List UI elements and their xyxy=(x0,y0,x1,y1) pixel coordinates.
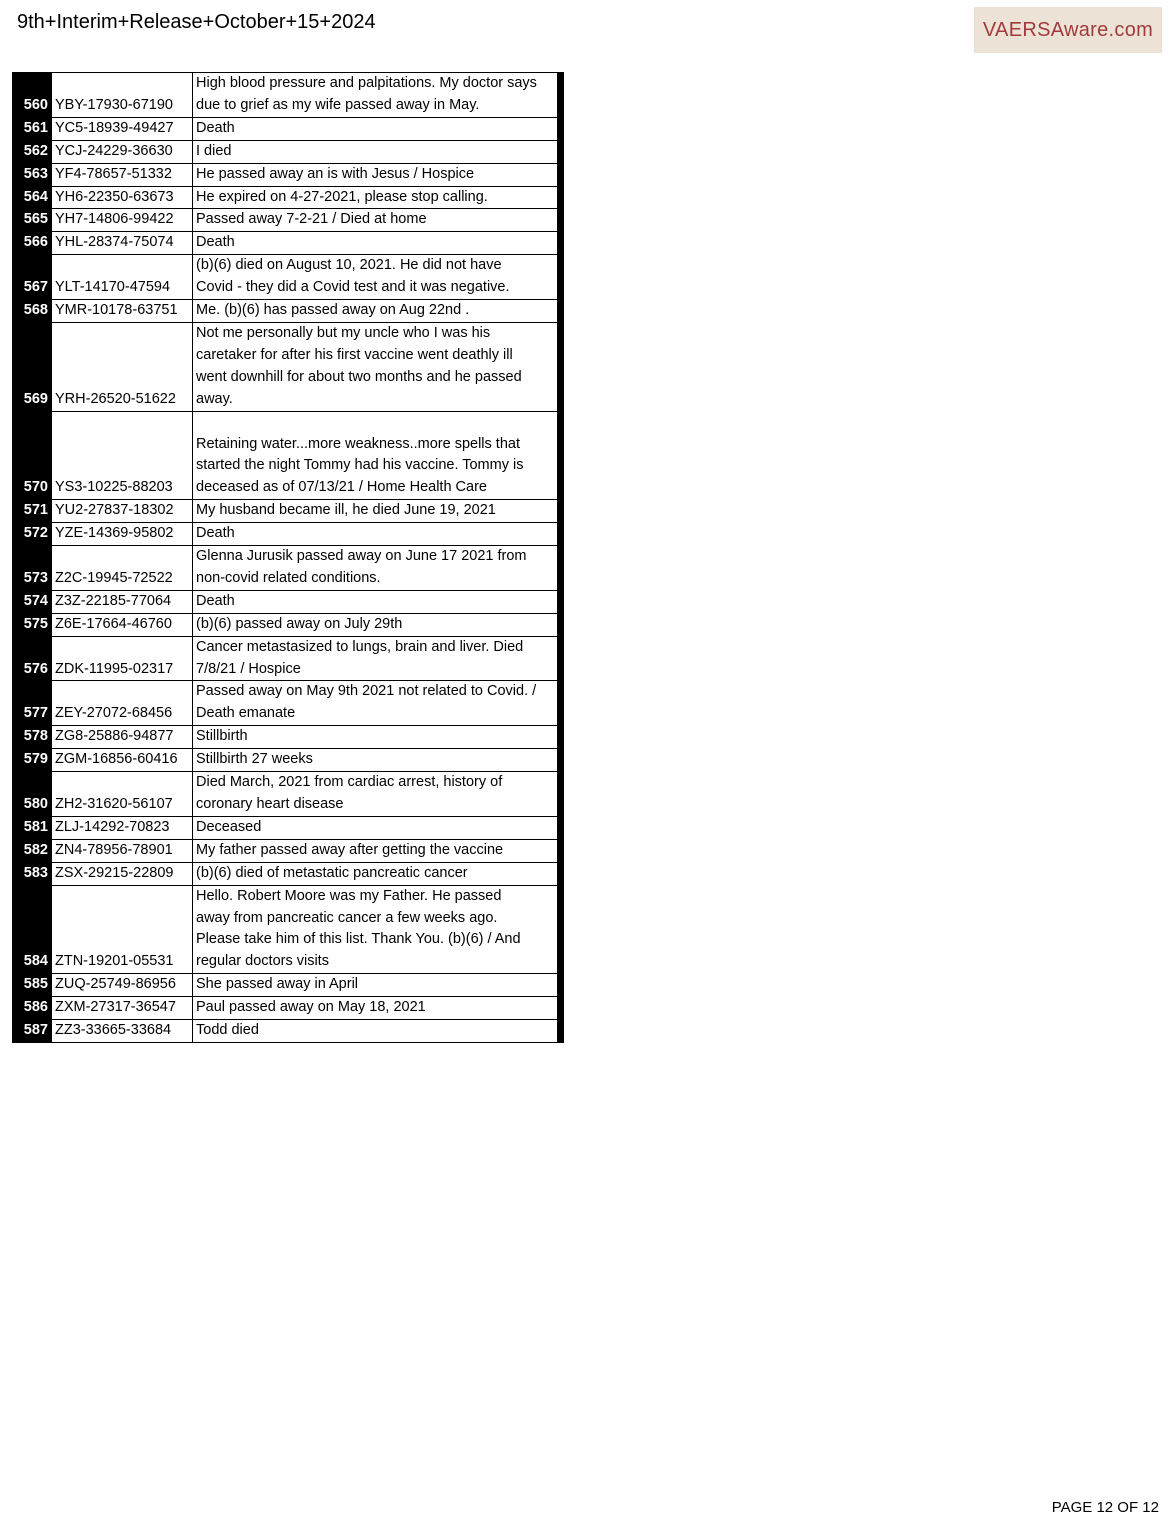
description-line: Death xyxy=(196,525,235,542)
vaers-id-cell: ZZ3-33665-33684 xyxy=(52,1020,193,1043)
description-cell xyxy=(193,500,561,523)
row-number: 570 xyxy=(13,411,52,500)
table-row xyxy=(13,163,561,186)
row-number: 565 xyxy=(13,209,52,232)
row-number: 568 xyxy=(13,300,52,323)
description-cell xyxy=(193,140,561,163)
description-line: Paul passed away on May 18, 2021 xyxy=(196,999,426,1016)
description-cell xyxy=(193,613,561,636)
description-line: away. xyxy=(196,390,233,407)
description-cell xyxy=(193,186,561,209)
description-line: Please take him of this list. Thank You. (b)(6) / And xyxy=(196,931,521,948)
description-line: My father passed away after getting the vaccine xyxy=(196,841,504,858)
description-line: Cancer metastasized to lungs, brain and liver. Died xyxy=(196,638,524,655)
description-line: (b)(6) died on August 10, 2021. He did not have xyxy=(196,257,502,274)
row-number: 566 xyxy=(13,232,52,255)
description-line: Died March, 2021 from cardiac arrest, history of xyxy=(196,774,503,791)
description-line: Death xyxy=(196,119,235,136)
table-row xyxy=(13,974,561,997)
description-line: High blood pressure and palpitations. My doctor says xyxy=(196,75,537,91)
vaers-id-cell: ZGM-16856-60416 xyxy=(52,749,193,772)
description-line: (b)(6) died of metastatic pancreatic cancer xyxy=(196,864,468,881)
description-line: went downhill for about two months and he passed xyxy=(196,368,522,385)
table-row xyxy=(13,1020,561,1043)
table-row xyxy=(13,613,561,636)
table-row xyxy=(13,681,561,726)
description-line: non-covid related conditions. xyxy=(196,569,381,586)
table-row xyxy=(13,140,561,163)
description-line: Glenna Jurusik passed away on June 17 2021 from xyxy=(196,548,527,565)
description-line: Me. (b)(6) has passed away on Aug 22nd . xyxy=(196,302,470,319)
description-line: I died xyxy=(196,142,232,159)
table-row xyxy=(13,73,561,118)
table-row xyxy=(13,322,561,411)
table-row xyxy=(13,300,561,323)
description-line: deceased as of 07/13/21 / Home Health Care xyxy=(196,479,487,496)
description-cell xyxy=(193,636,561,681)
vaers-id-cell: ZLJ-14292-70823 xyxy=(52,816,193,839)
row-number: 586 xyxy=(13,997,52,1020)
row-number: 573 xyxy=(13,546,52,591)
document-title: 9th+Interim+Release+October+15+2024 xyxy=(17,11,376,33)
description-line: Death xyxy=(196,592,235,609)
description-cell xyxy=(193,816,561,839)
row-number: 567 xyxy=(13,255,52,300)
description-cell xyxy=(193,300,561,323)
vaers-id-cell: YC5-18939-49427 xyxy=(52,117,193,140)
table-row xyxy=(13,232,561,255)
description-cell xyxy=(193,749,561,772)
row-number: 575 xyxy=(13,613,52,636)
description-line: Passed away 7-2-21 / Died at home xyxy=(196,211,427,228)
row-number: 562 xyxy=(13,140,52,163)
row-number: 572 xyxy=(13,523,52,546)
description-line: caretaker for after his first vaccine went deathly ill xyxy=(196,346,513,363)
vaers-id-cell: ZDK-11995-02317 xyxy=(52,636,193,681)
vaers-id-cell: YBY-17930-67190 xyxy=(52,73,193,118)
table-row xyxy=(13,546,561,591)
vaers-id-cell: YH6-22350-63673 xyxy=(52,186,193,209)
description-cell xyxy=(193,772,561,817)
description-line: Stillbirth xyxy=(196,728,248,745)
vaers-id-cell: YMR-10178-63751 xyxy=(52,300,193,323)
row-number: 579 xyxy=(13,749,52,772)
description-line: Deceased xyxy=(196,818,262,835)
table-row xyxy=(13,523,561,546)
vaers-id-cell: YH7-14806-99422 xyxy=(52,209,193,232)
row-number: 580 xyxy=(13,772,52,817)
description-cell xyxy=(193,117,561,140)
table-row xyxy=(13,726,561,749)
vaers-id-cell: Z3Z-22185-77064 xyxy=(52,590,193,613)
table-row xyxy=(13,749,561,772)
table-row xyxy=(13,209,561,232)
description-cell xyxy=(193,726,561,749)
description-line: Stillbirth 27 weeks xyxy=(196,751,313,768)
description-cell xyxy=(193,209,561,232)
description-line: Death emanate xyxy=(196,705,296,722)
description-line: Todd died xyxy=(196,1022,259,1039)
vaers-id-cell: ZH2-31620-56107 xyxy=(52,772,193,817)
table-row xyxy=(13,186,561,209)
row-number: 577 xyxy=(13,681,52,726)
table-row xyxy=(13,839,561,862)
description-cell xyxy=(193,1020,561,1043)
description-line: away from pancreatic cancer a few weeks ago. xyxy=(196,909,498,926)
table-row xyxy=(13,997,561,1020)
report-table xyxy=(12,72,564,1043)
row-number: 576 xyxy=(13,636,52,681)
description-line: Hello. Robert Moore was my Father. He passed xyxy=(196,887,502,904)
description-line: He passed away an is with Jesus / Hospice xyxy=(196,165,475,182)
description-cell xyxy=(193,411,561,500)
vaers-id-cell: Z2C-19945-72522 xyxy=(52,546,193,591)
page-number: PAGE 12 OF 12 xyxy=(1051,1499,1159,1516)
table-row xyxy=(13,117,561,140)
description-cell xyxy=(193,681,561,726)
description-line: regular doctors visits xyxy=(196,953,329,970)
description-line: Death xyxy=(196,234,235,251)
vaers-id-cell: ZG8-25886-94877 xyxy=(52,726,193,749)
description-line: Covid - they did a Covid test and it was negative. xyxy=(196,279,510,296)
row-number: 583 xyxy=(13,862,52,885)
vaers-id-cell: ZSX-29215-22809 xyxy=(52,862,193,885)
row-number: 561 xyxy=(13,117,52,140)
vaers-id-cell: YRH-26520-51622 xyxy=(52,322,193,411)
table-row xyxy=(13,500,561,523)
row-number: 564 xyxy=(13,186,52,209)
description-line: My husband became ill, he died June 19, 2021 xyxy=(196,502,496,519)
description-cell xyxy=(193,997,561,1020)
description-line: Not me personally but my uncle who I was his xyxy=(196,324,491,341)
row-number: 574 xyxy=(13,590,52,613)
vaers-id-cell: ZXM-27317-36547 xyxy=(52,997,193,1020)
table-row xyxy=(13,636,561,681)
vaers-id-cell: ZUQ-25749-86956 xyxy=(52,974,193,997)
description-line: Passed away on May 9th 2021 not related to Covid. / xyxy=(196,683,537,700)
vaers-id-cell: ZTN-19201-05531 xyxy=(52,885,193,974)
description-cell xyxy=(193,232,561,255)
vaers-id-cell: Z6E-17664-46760 xyxy=(52,613,193,636)
row-number: 563 xyxy=(13,163,52,186)
description-cell xyxy=(193,885,561,974)
site-logo[interactable]: VAERSAware.com xyxy=(974,7,1162,53)
table-row xyxy=(13,255,561,300)
vaers-id-cell: YLT-14170-47594 xyxy=(52,255,193,300)
vaers-id-cell: YU2-27837-18302 xyxy=(52,500,193,523)
table-row xyxy=(13,885,561,974)
description-cell xyxy=(193,546,561,591)
row-number: 560 xyxy=(13,73,52,118)
description-cell xyxy=(193,523,561,546)
description-cell xyxy=(193,862,561,885)
description-cell xyxy=(193,839,561,862)
description-cell xyxy=(193,163,561,186)
row-number: 578 xyxy=(13,726,52,749)
description-line: 7/8/21 / Hospice xyxy=(196,660,301,677)
vaers-id-cell: ZEY-27072-68456 xyxy=(52,681,193,726)
vaers-id-cell: YF4-78657-51332 xyxy=(52,163,193,186)
description-line: coronary heart disease xyxy=(196,796,344,812)
table-row xyxy=(13,816,561,839)
row-number: 587 xyxy=(13,1020,52,1043)
table-row xyxy=(13,772,561,817)
vaers-id-cell: YS3-10225-88203 xyxy=(52,411,193,500)
description-line: started the night Tommy had his vaccine. Tommy is xyxy=(196,457,524,474)
row-number: 569 xyxy=(13,322,52,411)
description-line: She passed away in April xyxy=(196,976,359,993)
table-row xyxy=(13,411,561,500)
vaers-id-cell: YCJ-24229-36630 xyxy=(52,140,193,163)
vaers-id-cell: YZE-14369-95802 xyxy=(52,523,193,546)
row-number: 582 xyxy=(13,839,52,862)
vaers-id-cell: ZN4-78956-78901 xyxy=(52,839,193,862)
row-number: 584 xyxy=(13,885,52,974)
description-line: Retaining water...more weakness..more spells that xyxy=(196,435,520,452)
report-table-body xyxy=(13,73,561,1043)
description-line: due to grief as my wife passed away in May. xyxy=(196,96,480,113)
row-number: 585 xyxy=(13,974,52,997)
description-line: (b)(6) passed away on July 29th xyxy=(196,615,403,632)
row-number: 571 xyxy=(13,500,52,523)
table-row xyxy=(13,862,561,885)
description-cell xyxy=(193,322,561,411)
table-row xyxy=(13,590,561,613)
vaers-id-cell: YHL-28374-75074 xyxy=(52,232,193,255)
description-cell xyxy=(193,255,561,300)
description-line xyxy=(196,412,554,434)
row-number: 581 xyxy=(13,816,52,839)
description-cell xyxy=(193,73,561,118)
description-cell xyxy=(193,590,561,613)
description-line: He expired on 4-27-2021, please stop calling. xyxy=(196,188,488,205)
description-cell xyxy=(193,974,561,997)
